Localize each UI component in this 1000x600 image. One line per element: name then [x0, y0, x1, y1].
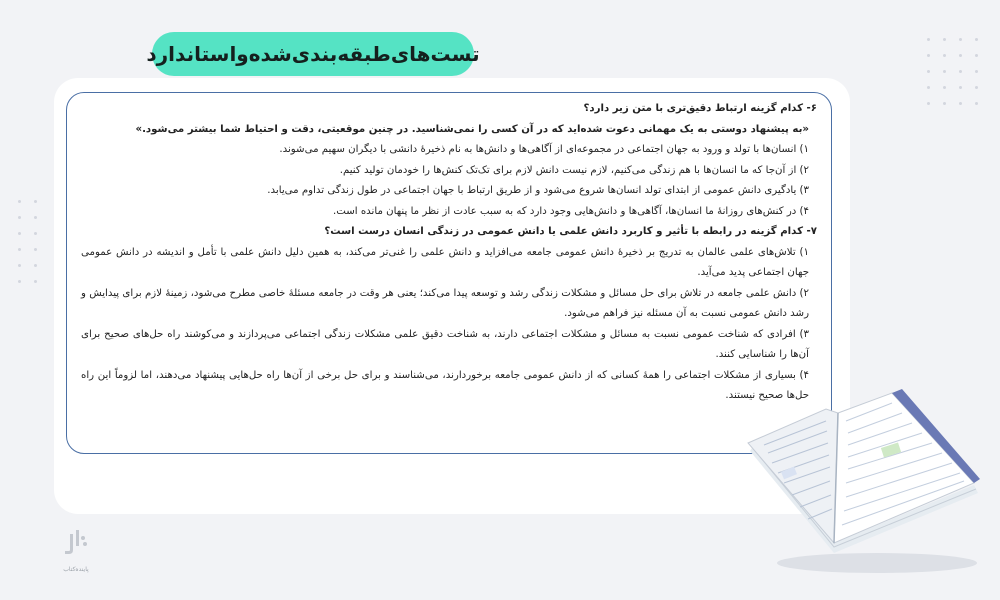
- option-item: ۴) در کنش‌های روزانۀ ما انسان‌ها، آگاهی‌ها و دانش‌هایی وجود دارد که به سبب عادت از نظر ما پنهان مانده است.: [332, 205, 809, 217]
- option-item: ۱) انسان‌ها با تولد و ورود به جهان اجتماعی در مجموعه‌ای از آگاهی‌ها و دانش‌ها به نام ذخیرۀ دانشی با دیگران سهیم می‌شوند.: [279, 144, 809, 155]
- decorative-dots: [927, 38, 978, 105]
- question-number: ۶-: [806, 103, 817, 114]
- brand-logo-text: پاینده‌کتاب: [63, 566, 89, 573]
- option-item: ۱) تلاش‌های علمی عالمان به تدریج بر ذخیرۀ دانش عمومی جامعه می‌افزاید و دانش علمی را غنی‌تر می‌کند، به همین دلیل دانش علمی با تأمل و اندیشه در دانش عمومی جهان اجتماعی پدید می‌آید.: [81, 246, 809, 278]
- question-number: ۷-: [806, 226, 817, 237]
- option-item: ۴) بسیاری از مشکلات اجتماعی را همۀ کسانی که از دانش عمومی جامعه برخوردارند، می‌شناسند و برای حل برخی از آن‌ها راه حل‌هایی پیشنهاد می‌دهند، اما لزوماً این راه حل‌ها صحیح نیستند.: [81, 369, 809, 401]
- option-item: ۳) افرادی که شناخت عمومی نسبت به مسائل و مشکلات اجتماعی دارند، به شناخت دقیق علمی مشکلات زندگی اجتماعی می‌پردازند و می‌کوشند راه حل‌های صحیح برای آن‌ها را شناسایی کنند.: [81, 328, 809, 360]
- open-book-illustration: [742, 385, 982, 585]
- question-text: کدام گزینه در رابطه با تأثیر و کاربرد دانش علمی یا دانش عمومی در زندگی انسان درست است؟: [324, 226, 803, 237]
- option-item: ۳) یادگیری دانش عمومی از ابتدای تولد انسان‌ها شروع می‌شود و از طریق ارتباط با جهان اجتماعی در طول زندگی تداوم می‌یابد.: [267, 185, 809, 196]
- question-quote: «به پیشنهاد دوستی به یک مهمانی دعوت شده‌اید که در آن کسی را نمی‌شناسید. در چنین موقعیتی، دقت و احتیاط شما بیشتر می‌شود.»: [135, 123, 809, 135]
- question-6: [81, 99, 817, 120]
- brand-logo: [56, 528, 96, 588]
- questions-box: [66, 92, 832, 454]
- questions-content: [81, 99, 817, 447]
- decorative-dots: [18, 200, 37, 283]
- question-7: [81, 222, 817, 243]
- question-text: کدام گزینه ارتباط دقیق‌تری با متن زیر دارد؟: [583, 103, 803, 114]
- brand-logo-icon: [61, 528, 91, 562]
- option-item: ۲) از آن‌جا که ما انسان‌ها با هم زندگی می‌کنیم، لازم نیست دانش لازم برای تک‌تک کنش‌ها را خودمان تولید کنیم.: [339, 164, 809, 176]
- page-title: تست‌های‌طبقه‌بندی‌شده‌واستاندارد: [152, 32, 474, 76]
- option-item: ۲) دانش علمی جامعه در تلاش برای حل مسائل و مشکلات زندگی رشد و توسعه پیدا می‌کند؛ یعنی هر وقت در جامعه مسئلۀ خاصی مطرح می‌شود، زمینۀ لازم برای پیدایش و رشد دانش عمومی نسبت به آن مسئله نیز فراهم می‌شود.: [81, 287, 809, 319]
